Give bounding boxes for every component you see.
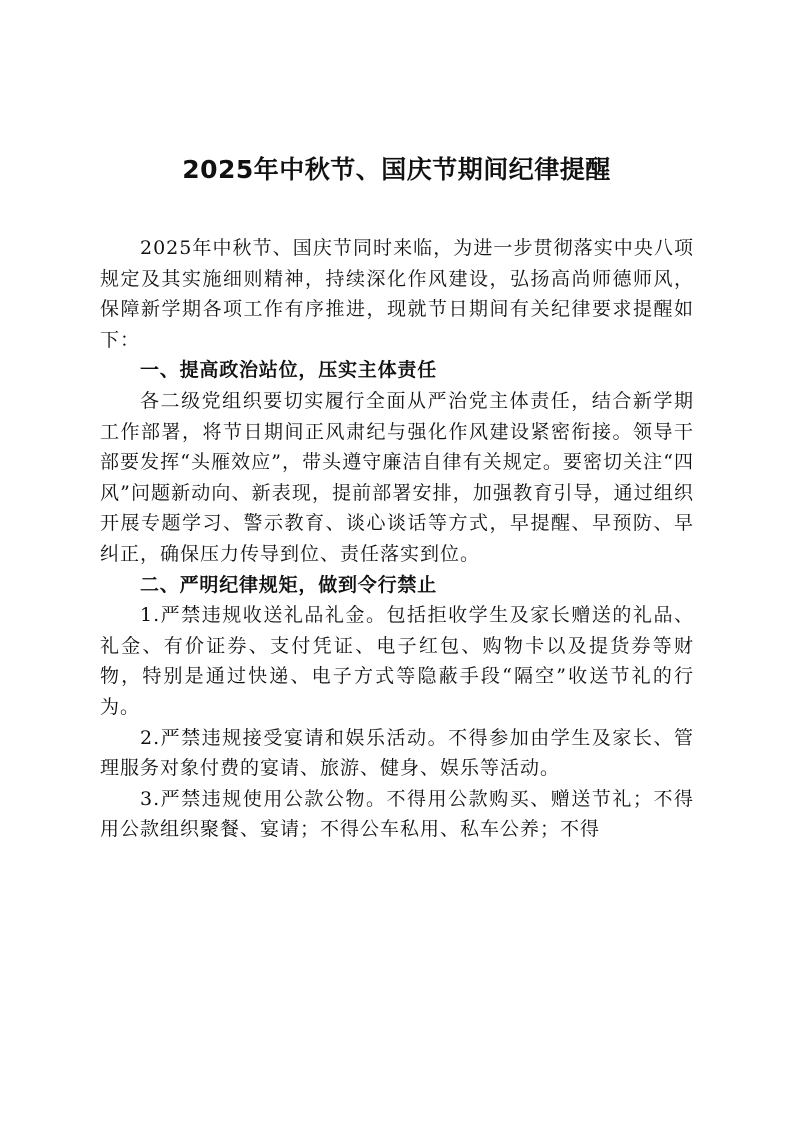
section-2-heading: 二、严明纪律规矩，做到令行禁止 — [140, 573, 438, 596]
document-body — [100, 233, 694, 845]
section-1-paragraph: 各二级党组织要切实履行全面从严治党主体责任，结合新学期工作部署，将节日期间正风肃纪与强化作风建设紧密衔接。领导干部要发挥“头雁效应”，带头遵守廉洁自律有关规定。要密切关注“四风”问题新动向、新表现，提前部署安排，加强教育引导，通过组织开展专题学习、警示教育、谈心谈话等方式，早提醒、早预防、早纠正，确保压力传导到位、责任落实到位。 — [100, 389, 694, 565]
document-title: 2025年中秋节、国庆节期间纪律提醒 — [182, 155, 611, 184]
intro-paragraph: 2025年中秋节、国庆节同时来临，为进一步贯彻落实中央八项规定及其实施细则精神，持续深化作风建设，弘扬高尚师德师风，保障新学期各项工作有序推进，现就节日期间有关纪律要求提醒如下： — [100, 237, 694, 351]
rule-item-3: 3.严禁违规使用公款公物。不得用公款购买、赠送节礼；不得用公款组织聚餐、宴请；不得公车私用、私车公养；不得 — [100, 787, 694, 841]
section-1-heading: 一、提高政治站位，压实主体责任 — [140, 359, 438, 382]
rule-item-1: 1.严禁违规收送礼品礼金。包括拒收学生及家长赠送的礼品、礼金、有价证券、支付凭证、电子红包、购物卡以及提货券等财物，特别是通过快递、电子方式等隐蔽手段“隔空”收送节礼的行为。 — [100, 604, 694, 718]
rule-item-2: 2.严禁违规接受宴请和娱乐活动。不得参加由学生及家长、管理服务对象付费的宴请、旅游、健身、娱乐等活动。 — [100, 726, 694, 780]
